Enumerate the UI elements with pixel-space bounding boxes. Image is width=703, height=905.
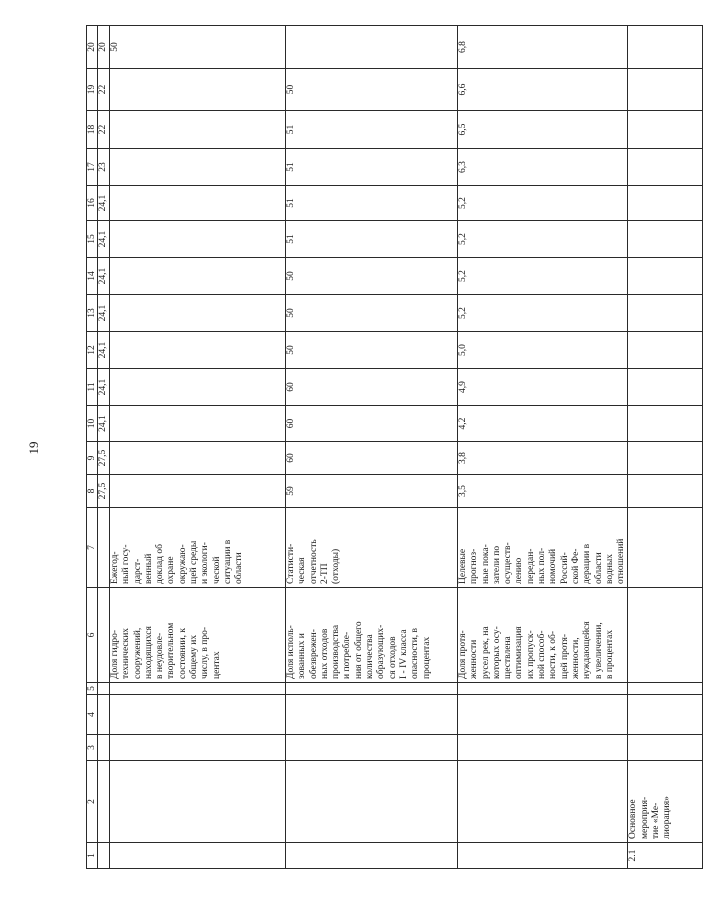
indicators-table: [86, 25, 703, 869]
indicator-line: обезврежен-: [308, 629, 319, 679]
col-num-17: 17: [87, 149, 98, 186]
value-cell: 51: [286, 111, 458, 149]
source-line: отношений: [616, 538, 627, 584]
value-cell: 6,8: [458, 26, 628, 69]
empty-cell: [110, 735, 286, 761]
value-cell: 5,2: [458, 258, 628, 295]
base-value-14: 24,1: [98, 258, 110, 295]
indicator-line: Доля гидро-: [110, 629, 120, 679]
source-line: дарст-: [132, 558, 143, 584]
activity-line: Основное: [628, 799, 639, 839]
empty-cell: [286, 683, 458, 695]
empty-cell: [628, 442, 703, 475]
indicator-line: русел рек, на: [480, 626, 491, 679]
source-line: Статисти-: [286, 543, 296, 584]
value-cell: 50: [286, 69, 458, 111]
empty-cell: [628, 683, 703, 695]
source-line: ный госу-: [121, 544, 132, 584]
value-cell: 5,0: [458, 332, 628, 369]
indicator-line: количества: [365, 634, 376, 679]
indicator-line: Доля протя-: [458, 630, 468, 679]
empty-cell: [286, 761, 458, 843]
indicator-line: производства: [331, 624, 342, 679]
indicator-row-rivers: [458, 26, 628, 869]
indicator-line: образующих-: [376, 624, 387, 679]
empty-cell: [628, 508, 703, 588]
source-line: прогноз-: [469, 548, 480, 584]
indicator-line: зованных и: [297, 633, 308, 679]
value-cell: 51: [286, 186, 458, 221]
empty-cell: [628, 735, 703, 761]
indicator-line: находящихся: [143, 626, 154, 679]
indicator-line: технических: [121, 627, 132, 679]
value-cell: 4,2: [458, 406, 628, 442]
empty-cell: [628, 258, 703, 295]
empty-cell: [628, 475, 703, 508]
value-cell: 6,6: [458, 69, 628, 111]
indicator-line: ности, к об-: [548, 630, 559, 679]
indicator-line: Доля исполь-: [286, 625, 296, 679]
source-line: ческой: [211, 556, 222, 584]
indicator-line: ся отходов: [387, 636, 398, 679]
source-line: Ежегод-: [110, 551, 120, 584]
indicator-line: их пропуск-: [525, 630, 536, 679]
col-num-20: 20: [87, 26, 98, 69]
col-num-7: 7: [87, 508, 98, 588]
indicator-line: ния от общего: [353, 621, 364, 679]
col-num-15: 15: [87, 221, 98, 258]
empty-cell: [628, 332, 703, 369]
value-cell: 3,5: [458, 475, 628, 508]
source-name: [110, 508, 286, 588]
value-cell: 51: [286, 221, 458, 258]
indicator-line: творительном: [166, 622, 177, 679]
value-cell: [110, 69, 286, 111]
col-num-6: 6: [87, 588, 98, 683]
value-cell: [110, 258, 286, 295]
value-cell: [286, 26, 458, 69]
value-cell: [110, 369, 286, 406]
empty-cell: [98, 508, 110, 588]
value-cell: 50: [110, 26, 286, 69]
source-line: ситуации в: [222, 539, 233, 584]
indicator-line: нуждающейся: [582, 621, 593, 679]
indicator-line: оптимизация: [514, 626, 525, 679]
empty-cell: [98, 588, 110, 683]
empty-cell: [458, 843, 628, 869]
empty-cell: [628, 69, 703, 111]
value-cell: [110, 111, 286, 149]
source-line: венный: [143, 553, 154, 584]
base-value-18: 22: [98, 111, 110, 149]
source-line: области: [234, 552, 245, 584]
base-value-9: 27,5: [98, 442, 110, 475]
source-line: Целевые: [458, 548, 468, 584]
indicator-name: [286, 588, 458, 683]
source-line: 2-ТП: [319, 563, 330, 584]
indicator-line: общему их: [189, 634, 200, 679]
source-line: доклад об: [155, 544, 166, 584]
source-line: водных: [604, 554, 615, 584]
base-value-19: 22: [98, 69, 110, 111]
source-line: окружаю-: [177, 544, 188, 584]
indicator-line: числу, в про-: [200, 627, 211, 679]
value-cell: 59: [286, 475, 458, 508]
activity-number: 2.1: [628, 843, 703, 869]
indicator-line: в процентах: [604, 629, 615, 679]
value-cell: [110, 295, 286, 332]
source-line: ных пол-: [537, 547, 548, 584]
empty-cell: [110, 683, 286, 695]
value-cell: 5,2: [458, 221, 628, 258]
empty-cell: [98, 735, 110, 761]
base-value-16: 24,1: [98, 186, 110, 221]
empty-cell: [628, 369, 703, 406]
indicator-line: I - IV класса: [398, 629, 409, 679]
empty-cell: [628, 295, 703, 332]
base-value-13: 24,1: [98, 295, 110, 332]
empty-cell: [110, 695, 286, 735]
col-num-1: 1: [87, 843, 98, 869]
empty-cell: [286, 735, 458, 761]
source-line: охране: [166, 556, 177, 584]
base-value-20: 20: [98, 26, 110, 69]
value-cell: [110, 149, 286, 186]
base-value-17: 23: [98, 149, 110, 186]
base-values-row: [98, 26, 110, 869]
col-num-14: 14: [87, 258, 98, 295]
col-num-18: 18: [87, 111, 98, 149]
value-cell: 60: [286, 442, 458, 475]
indicator-line: которых осу-: [491, 626, 502, 679]
base-value-11: 24,1: [98, 369, 110, 406]
col-num-19: 19: [87, 69, 98, 111]
value-cell: 6,5: [458, 111, 628, 149]
value-cell: 5,2: [458, 295, 628, 332]
empty-cell: [628, 695, 703, 735]
value-cell: 60: [286, 369, 458, 406]
indicator-row-hydro: [110, 26, 286, 869]
activity-line: тие «Ме-: [651, 802, 662, 839]
empty-cell: [628, 111, 703, 149]
indicator-line: ных отходов: [319, 628, 330, 679]
source-name: [286, 508, 458, 588]
source-line: Россий-: [559, 552, 570, 584]
col-num-12: 12: [87, 332, 98, 369]
source-line: ской Фе-: [570, 548, 581, 584]
indicator-line: центах: [211, 651, 222, 679]
indicator-row-waste: [286, 26, 458, 869]
indicator-line: в неудовле-: [155, 632, 166, 679]
empty-cell: [110, 761, 286, 843]
value-cell: 60: [286, 406, 458, 442]
value-cell: 5,2: [458, 186, 628, 221]
indicator-line: женности,: [570, 637, 581, 679]
value-cell: 50: [286, 332, 458, 369]
source-line: щей среды: [189, 540, 200, 584]
source-line: осуществ-: [503, 542, 514, 584]
value-cell: [110, 442, 286, 475]
indicator-line: процентах: [421, 636, 432, 679]
base-value-8: 27,5: [98, 475, 110, 508]
col-num-8: 8: [87, 475, 98, 508]
base-value-12: 24,1: [98, 332, 110, 369]
empty-cell: [98, 843, 110, 869]
empty-cell: [110, 843, 286, 869]
indicator-line: щей протя-: [559, 633, 570, 679]
source-line: (отходы): [331, 548, 342, 584]
value-cell: 50: [286, 258, 458, 295]
value-cell: 3,8: [458, 442, 628, 475]
activity-line: лиорация»: [662, 796, 673, 839]
empty-cell: [458, 761, 628, 843]
empty-cell: [458, 695, 628, 735]
indicator-line: опасности, в: [410, 627, 421, 679]
empty-cell: [286, 843, 458, 869]
value-cell: [110, 406, 286, 442]
col-num-2: 2: [87, 761, 98, 843]
indicator-line: ществлена: [503, 636, 514, 679]
indicator-line: сооружений,: [132, 627, 143, 679]
indicator-name: [110, 588, 286, 683]
empty-cell: [98, 683, 110, 695]
base-value-10: 24,1: [98, 406, 110, 442]
source-line: дерации в: [582, 543, 593, 584]
source-line: ные пока-: [480, 544, 491, 584]
empty-cell: [628, 406, 703, 442]
empty-cell: [458, 735, 628, 761]
empty-cell: [286, 695, 458, 735]
activity-name: [628, 761, 703, 843]
source-line: ческая: [297, 557, 308, 584]
activity-line: мероприя-: [639, 796, 650, 839]
value-cell: 4,9: [458, 369, 628, 406]
source-line: отчетность: [308, 539, 319, 584]
indicator-line: женности: [469, 639, 480, 679]
col-num-9: 9: [87, 442, 98, 475]
empty-cell: [458, 683, 628, 695]
col-num-16: 16: [87, 186, 98, 221]
source-name: [458, 508, 628, 588]
col-num-4: 4: [87, 695, 98, 735]
page-number: 19: [26, 441, 41, 455]
source-line: затели по: [491, 545, 502, 584]
empty-cell: [628, 221, 703, 258]
value-cell: [110, 332, 286, 369]
value-cell: 6,3: [458, 149, 628, 186]
empty-cell: [628, 186, 703, 221]
indicator-line: и потребле-: [342, 631, 353, 679]
col-num-11: 11: [87, 369, 98, 406]
source-line: области: [593, 552, 604, 584]
col-num-5: 5: [87, 683, 98, 695]
indicator-line: ной способ-: [537, 630, 548, 679]
indicator-line: в увеличении,: [593, 622, 604, 679]
column-number-row: [87, 26, 98, 869]
activity-row-melioration: [628, 26, 703, 869]
value-cell: 51: [286, 149, 458, 186]
source-line: номочий: [548, 548, 559, 584]
base-value-15: 24,1: [98, 221, 110, 258]
value-cell: [110, 475, 286, 508]
indicator-name: [458, 588, 628, 683]
empty-cell: [628, 149, 703, 186]
source-line: лению: [514, 557, 525, 584]
col-num-10: 10: [87, 406, 98, 442]
empty-cell: [98, 761, 110, 843]
value-cell: 50: [286, 295, 458, 332]
source-line: передан-: [525, 548, 536, 584]
value-cell: [110, 221, 286, 258]
indicator-line: состоянии, к: [177, 627, 188, 679]
empty-cell: [628, 26, 703, 69]
empty-cell: [628, 588, 703, 683]
value-cell: [110, 186, 286, 221]
col-num-13: 13: [87, 295, 98, 332]
source-line: и экологи-: [200, 542, 211, 584]
col-num-3: 3: [87, 735, 98, 761]
empty-cell: [98, 695, 110, 735]
